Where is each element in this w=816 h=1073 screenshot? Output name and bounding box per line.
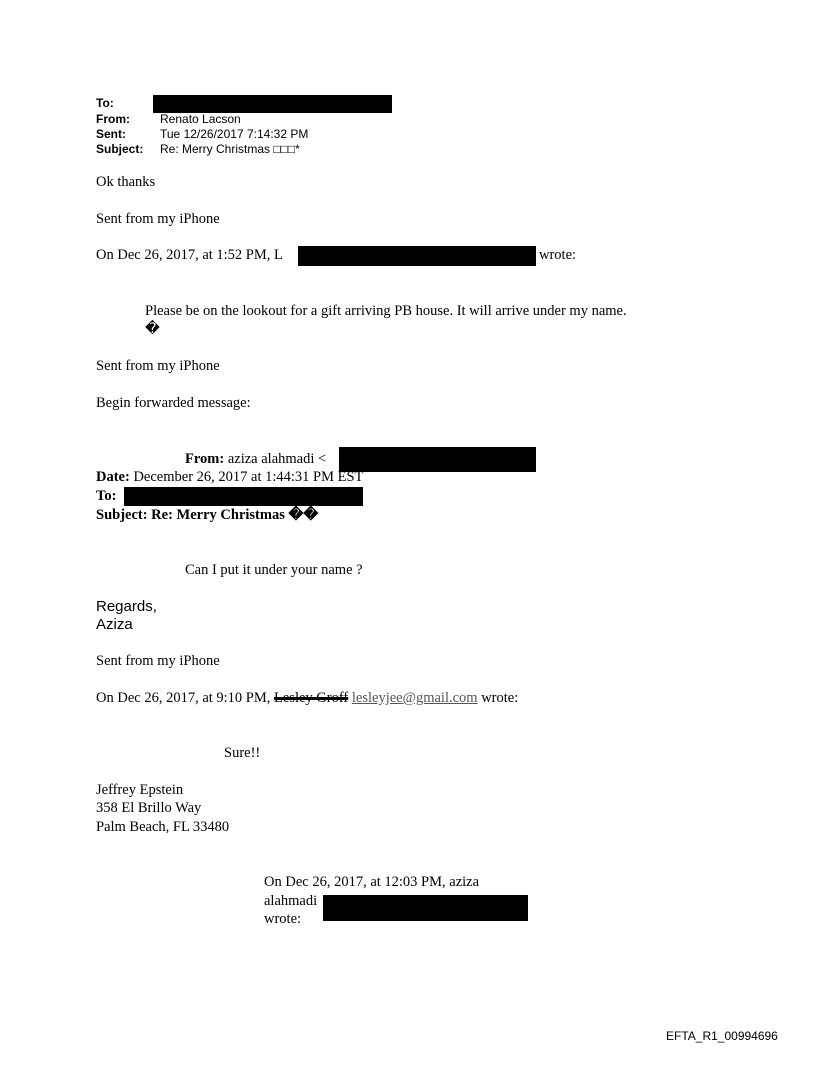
forward-from-line bbox=[185, 451, 326, 468]
subject-label: Subject: bbox=[96, 142, 144, 156]
quote-header-3-line3: wrote: bbox=[264, 911, 302, 927]
forward-from-label: From: bbox=[185, 451, 225, 467]
quote-header-3-line2: alahmadi bbox=[264, 893, 318, 909]
signature-iphone: Sent from my iPhone bbox=[96, 211, 220, 227]
struck-email: lesleyjee@gmail.com bbox=[351, 690, 478, 706]
redaction-box bbox=[339, 447, 536, 472]
reply-text: Ok thanks bbox=[96, 174, 156, 190]
from-label: From: bbox=[96, 112, 130, 126]
struck-name: Lesley Groff bbox=[274, 690, 349, 706]
forward-subject-line: Subject: Re: Merry Christmas �� bbox=[96, 507, 319, 523]
signature-name: Jeffrey Epstein bbox=[96, 782, 184, 798]
forward-date-label: Date: bbox=[96, 469, 130, 485]
sent-value: Tue 12/26/2017 7:14:32 PM bbox=[160, 127, 309, 141]
unknown-character: � bbox=[145, 321, 160, 337]
sender-name: Aziza bbox=[96, 616, 133, 633]
signature-city: Palm Beach, FL 33480 bbox=[96, 819, 230, 835]
redaction-box bbox=[323, 895, 528, 921]
question-text: Can I put it under your name ? bbox=[185, 562, 363, 578]
forward-date-value: December 26, 2017 at 1:44:31 PM EST bbox=[133, 469, 364, 485]
forward-from-value: aziza alahmadi < bbox=[227, 451, 327, 467]
quote-header-2-suffix: wrote: bbox=[481, 690, 519, 706]
quote-header-3-line1: On Dec 26, 2017, at 12:03 PM, aziza bbox=[264, 874, 480, 890]
quote-header-2-prefix: On Dec 26, 2017, at 9:10 PM, bbox=[96, 690, 271, 706]
forward-to-label: To: bbox=[96, 488, 117, 504]
subject-value: Re: Merry Christmas □□□* bbox=[160, 142, 300, 156]
quote-header-1-prefix: On Dec 26, 2017, at 1:52 PM, L bbox=[96, 247, 283, 263]
signature-iphone: Sent from my iPhone bbox=[96, 653, 220, 669]
sure-text: Sure!! bbox=[224, 745, 261, 761]
message-text: Please be on the lookout for a gift arriving PB house. It will arrive under my name. bbox=[145, 303, 627, 319]
from-value: Renato Lacson bbox=[160, 112, 241, 126]
sent-label: Sent: bbox=[96, 127, 126, 141]
bates-number: EFTA_R1_00994696 bbox=[666, 1029, 778, 1043]
forward-date-line bbox=[96, 469, 363, 486]
quote-header-1-suffix: wrote: bbox=[539, 247, 577, 263]
redaction-box bbox=[153, 95, 392, 113]
regards-text: Regards, bbox=[96, 598, 157, 615]
quote-header-2 bbox=[96, 690, 518, 707]
redaction-box bbox=[124, 487, 363, 506]
redaction-box bbox=[298, 246, 536, 266]
forwarded-notice: Begin forwarded message: bbox=[96, 395, 251, 411]
signature-iphone: Sent from my iPhone bbox=[96, 358, 220, 374]
signature-street: 358 El Brillo Way bbox=[96, 800, 202, 816]
to-label: To: bbox=[96, 96, 114, 110]
